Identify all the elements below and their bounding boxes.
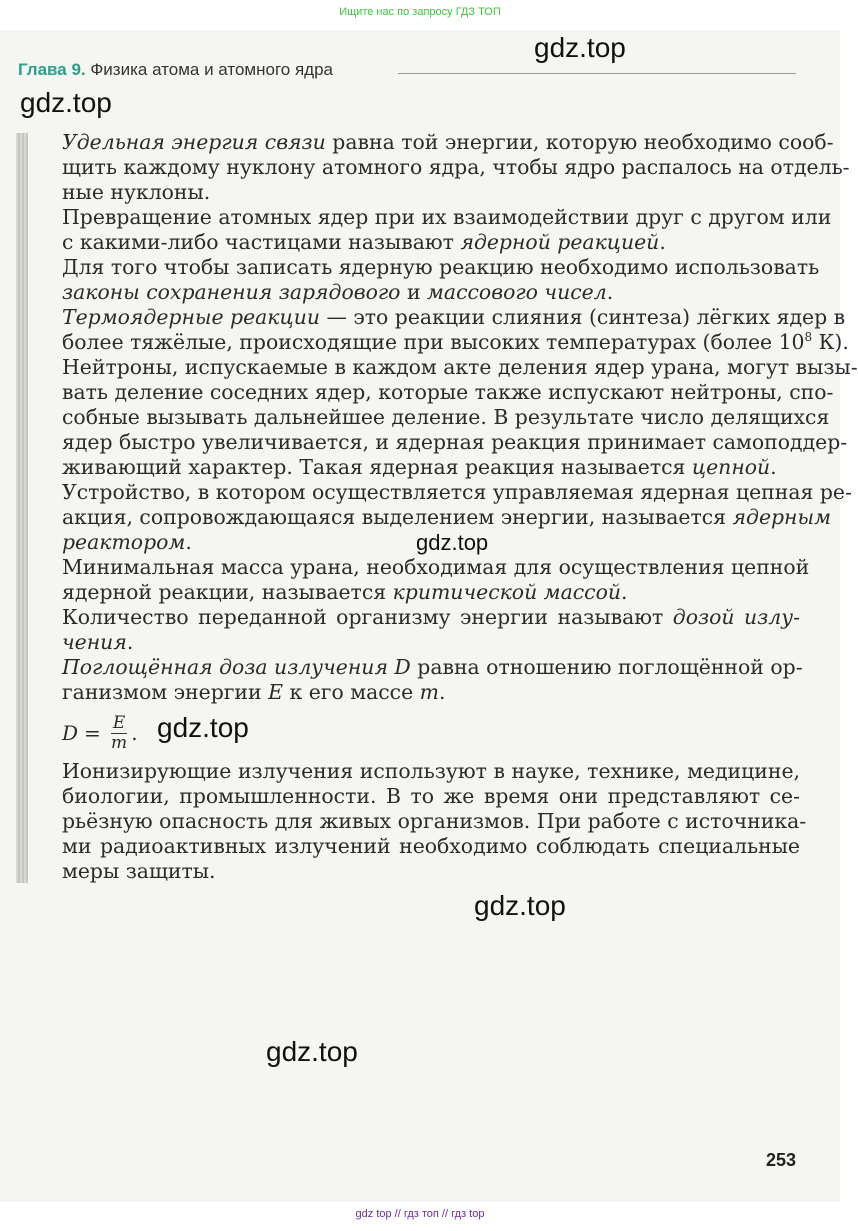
text-run: акция, сопровождающаяся выделением энергии, называется	[62, 505, 733, 529]
text-line	[62, 455, 800, 480]
text-run: ми радиоактивных излучений необходимо соблюдать специальные	[62, 834, 800, 858]
text-line	[62, 505, 832, 530]
text-line	[62, 784, 800, 809]
text-run: щить каждому нуклону атомного ядра, чтобы ядро распалось на отдель-	[62, 155, 850, 179]
watermark: gdz.top	[474, 890, 566, 921]
term-italic: ядерным	[732, 505, 832, 529]
term-italic: m	[419, 680, 439, 704]
watermark: gdz.top	[157, 712, 249, 743]
text-run: к его массе	[283, 680, 420, 704]
text-line	[62, 405, 830, 430]
text-run: равна той энергии, которую необходимо сооб-	[325, 130, 834, 154]
term-italic: чения	[62, 630, 127, 654]
text-line	[62, 430, 848, 455]
term-italic: законы сохранения зарядового	[62, 280, 401, 304]
watermark: gdz.top	[266, 1036, 358, 1067]
text-line	[62, 255, 820, 280]
text-run: равна отношению поглощённой ор-	[410, 655, 803, 679]
formula-denominator: m	[110, 732, 128, 753]
top-note: Ищите нас по запросу ГДЗ ТОП	[339, 6, 501, 18]
text-run: Нейтроны, испускаемые в каждом акте деления ядер урана, могут вызы-	[62, 355, 858, 379]
term-italic: Поглощённая доза излучения D	[62, 655, 411, 679]
text-line	[62, 280, 800, 305]
term-italic: цепной	[691, 455, 771, 479]
text-line	[62, 680, 800, 705]
formula-lhs: D	[62, 720, 79, 745]
watermark: gdz.top	[534, 32, 626, 63]
text-run: ганизмом энергии	[62, 680, 269, 704]
text-run: — это реакции слияния (синтеза) лёгких ядер в	[319, 305, 846, 329]
text-run: Ионизирующие излучения используют в науке, технике, медицине,	[62, 759, 800, 783]
text-line	[62, 480, 852, 505]
footer-links[interactable]: gdz top // гдз топ // гдз top	[355, 1208, 485, 1220]
text-line	[62, 630, 800, 655]
text-line	[62, 809, 807, 834]
text-run: Устройство, в котором осуществляется управляемая ядерная цепная ре-	[62, 480, 852, 504]
text-run: с какими-либо частицами называют	[62, 230, 461, 254]
chapter-header	[18, 60, 333, 80]
text-run: живающий характер. Такая ядерная реакция называется	[62, 455, 692, 479]
chapter-number: Глава 9.	[18, 60, 86, 79]
text-run: ядер быстро увеличивается, и ядерная реакция принимает самоподдер-	[62, 430, 848, 454]
text-run: ные нуклоны.	[62, 180, 211, 204]
text-line	[62, 130, 834, 155]
text-run: .	[126, 630, 134, 654]
term-italic: Удельная энергия связи	[62, 130, 326, 154]
watermark: gdz.top	[20, 87, 112, 118]
text-run: вать деление соседних ядер, которые также испускают нейтроны, спо-	[62, 380, 834, 404]
text-line	[62, 834, 800, 859]
text-run: более тяжёлые, происходящие при высоких температурах (более 10	[62, 330, 805, 354]
text-line	[62, 180, 800, 205]
text-run: Для того чтобы записать ядерную реакцию необходимо использовать	[62, 255, 820, 279]
body-text	[62, 130, 858, 884]
header-rule	[398, 73, 796, 74]
text-line	[62, 380, 834, 405]
text-run: рьёзную опасность для живых организмов. При работе с источника-	[62, 809, 807, 833]
text-run: К).	[812, 330, 849, 354]
text-run: .	[606, 280, 614, 304]
formula-fraction	[111, 714, 127, 753]
formula-period: .	[131, 720, 138, 745]
text-run: .	[659, 230, 666, 254]
text-line	[62, 555, 810, 580]
term-italic: массового чисел	[427, 280, 607, 304]
term-italic: Термоядерные реакции	[62, 305, 320, 329]
text-line	[62, 305, 846, 330]
term-italic: ядерной реакцией	[460, 230, 660, 254]
text-run: меры защиты.	[62, 859, 216, 883]
margin-bar	[16, 133, 28, 883]
term-italic: E	[268, 680, 283, 704]
term-italic: критической массой	[392, 580, 621, 604]
watermark: gdz.top	[416, 530, 489, 555]
text-line	[62, 230, 800, 255]
text-line	[62, 605, 800, 630]
text-run: ядерной реакции, называется	[62, 580, 393, 604]
text-run: .	[438, 680, 446, 704]
superscript: 8	[804, 330, 813, 345]
chapter-title: Физика атома и атомного ядра	[90, 60, 333, 79]
text-run: .	[185, 530, 192, 554]
page-number: 253	[766, 1150, 797, 1170]
text-line	[62, 759, 800, 784]
text-line	[62, 330, 849, 355]
text-run: биологии, промышленности. В то же время они представляют се-	[62, 784, 800, 808]
text-line	[62, 205, 832, 230]
text-line	[62, 580, 800, 605]
formula-equals: =	[84, 720, 101, 745]
text-run: собные вызывать дальнейшее деление. В результате число делящихся	[62, 405, 830, 429]
text-line	[62, 355, 858, 380]
text-line	[62, 155, 850, 180]
text-run: .	[621, 580, 628, 604]
text-run: .	[770, 455, 777, 479]
text-run: Количество переданной организму энергии называют	[62, 605, 673, 629]
text-line	[62, 859, 800, 884]
text-run: и	[400, 280, 428, 304]
text-run: Минимальная масса урана, необходимая для осуществления цепной	[62, 555, 810, 579]
text-run: Превращение атомных ядер при их взаимодействии друг с другом или	[62, 205, 832, 229]
formula-numerator: E	[112, 712, 126, 733]
text-line	[62, 655, 803, 680]
term-italic: реактором	[62, 530, 186, 554]
term-italic: дозой излу-	[672, 605, 800, 629]
